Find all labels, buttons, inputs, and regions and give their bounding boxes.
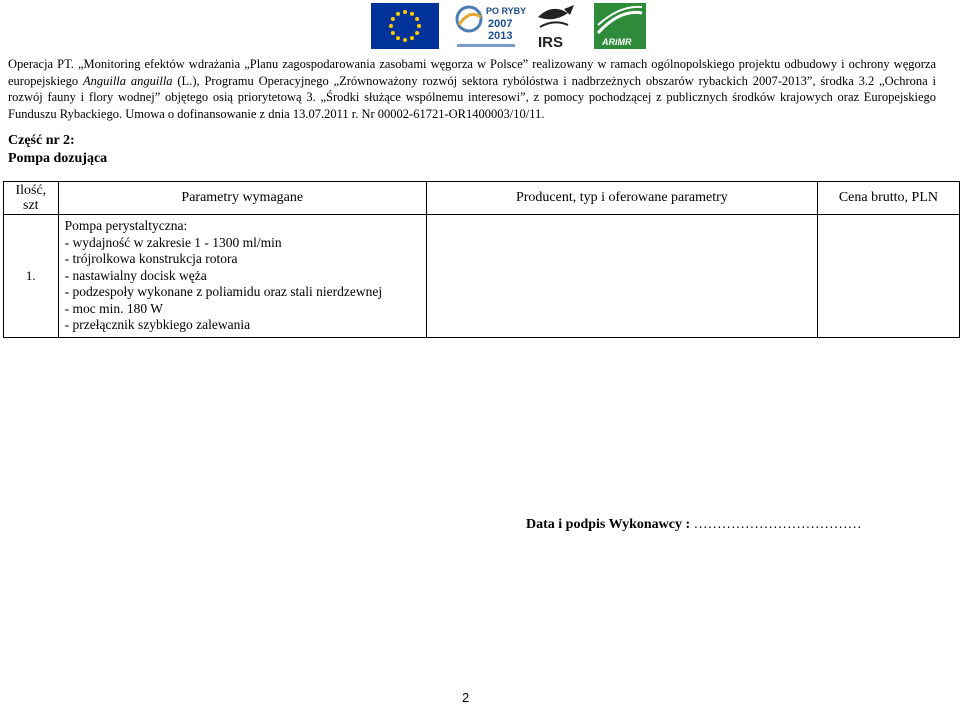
- signature-dots: ………………………………: [693, 517, 862, 532]
- part-heading: [8, 132, 107, 168]
- eu-star-icon: [391, 31, 395, 35]
- arimr-logo-text: ARiMR: [602, 37, 632, 47]
- eu-star-icon: [403, 10, 407, 14]
- cell-price[interactable]: [817, 215, 959, 338]
- irs-logo-text: IRS: [538, 34, 564, 51]
- intro-lead: Operacja PT. „Monitoring efektów wdrażania „Planu zagospodarowania zasobami węgorza w Polsce” realizowany w ramach ogólnopolskiego projektu odbudowy i ochrony węgorza europejskiego: [8, 57, 936, 88]
- header-producer: Producent, typ i oferowane parametry: [426, 182, 817, 215]
- header-price: Cena brutto, PLN: [817, 182, 959, 215]
- header-quantity-line1: Ilość,: [15, 183, 47, 198]
- header-quantity: [4, 182, 59, 215]
- part-title: Pompa dozująca: [8, 151, 108, 166]
- eu-flag-logo: [371, 3, 439, 49]
- eu-star-icon: [396, 36, 400, 40]
- eu-star-icon: [417, 24, 421, 28]
- cell-quantity: 1.: [4, 215, 59, 338]
- specification-table: [3, 181, 960, 338]
- cell-required-parameters: [58, 215, 426, 338]
- requirement-line: Pompa perystaltyczna:: [64, 218, 188, 233]
- species-name: Anguilla anguilla: [82, 73, 173, 88]
- requirement-line: - przełącznik szybkiego zalewania: [64, 317, 251, 332]
- operation-description: [8, 56, 936, 122]
- signature-label: Data i podpis Wykonawcy :: [526, 517, 691, 532]
- eu-star-icon: [389, 24, 393, 28]
- cell-producer[interactable]: [426, 215, 817, 338]
- po-ryby-logo: [455, 3, 527, 49]
- eu-star-icon: [403, 38, 407, 42]
- arimr-logo: [594, 3, 646, 49]
- eu-star-icon: [396, 12, 400, 16]
- eu-star-icon: [391, 17, 395, 21]
- table-row: [4, 215, 960, 338]
- eu-star-icon: [410, 36, 414, 40]
- header-required-parameters: Parametry wymagane: [58, 182, 426, 215]
- requirement-line: - moc min. 180 W: [64, 300, 163, 316]
- requirement-line: - wydajność w zakresie 1 - 1300 ml/min: [64, 234, 282, 250]
- eu-star-icon: [415, 17, 419, 21]
- po-ryby-line1: PO RYBY: [486, 6, 527, 16]
- signature-line: [526, 517, 862, 533]
- po-ryby-line3: 2013: [488, 30, 513, 42]
- table-header-row: [4, 182, 960, 215]
- eu-star-icon: [415, 31, 419, 35]
- part-number: Część nr 2:: [8, 133, 75, 148]
- header-quantity-line2: szt: [23, 198, 39, 213]
- requirement-line: - nastawialny docisk węża: [64, 267, 207, 283]
- page-number: 2: [462, 690, 470, 705]
- requirement-line: - trójrolkowa konstrukcja rotora: [64, 251, 238, 266]
- irs-logo: [534, 3, 576, 49]
- po-ryby-line2: 2007: [488, 18, 513, 30]
- intro-rest: (L.), Programu Operacyjnego „Zrównoważony rozwój sektora rybólóstwa i nadbrzeżnych obszarów rybackich 2007-2013”, środka 3.2 „Ochrona i rozwój fauny i flory wodnej” objętego osią priorytetową 3. „Środki służące wspólnemu interesowi”, z pomocy pochodzącej z publicznych środków krajowych oraz Europejskiego Funduszu Rybackiego. Umowa o dofinansowanie z dnia 13.07.2011 r. Nr 00002-61721-OR1400003/10/11.: [8, 73, 936, 121]
- eu-star-icon: [410, 12, 414, 16]
- requirement-line: - podzespoły wykonane z poliamidu oraz stali nierdzewnej: [64, 284, 383, 299]
